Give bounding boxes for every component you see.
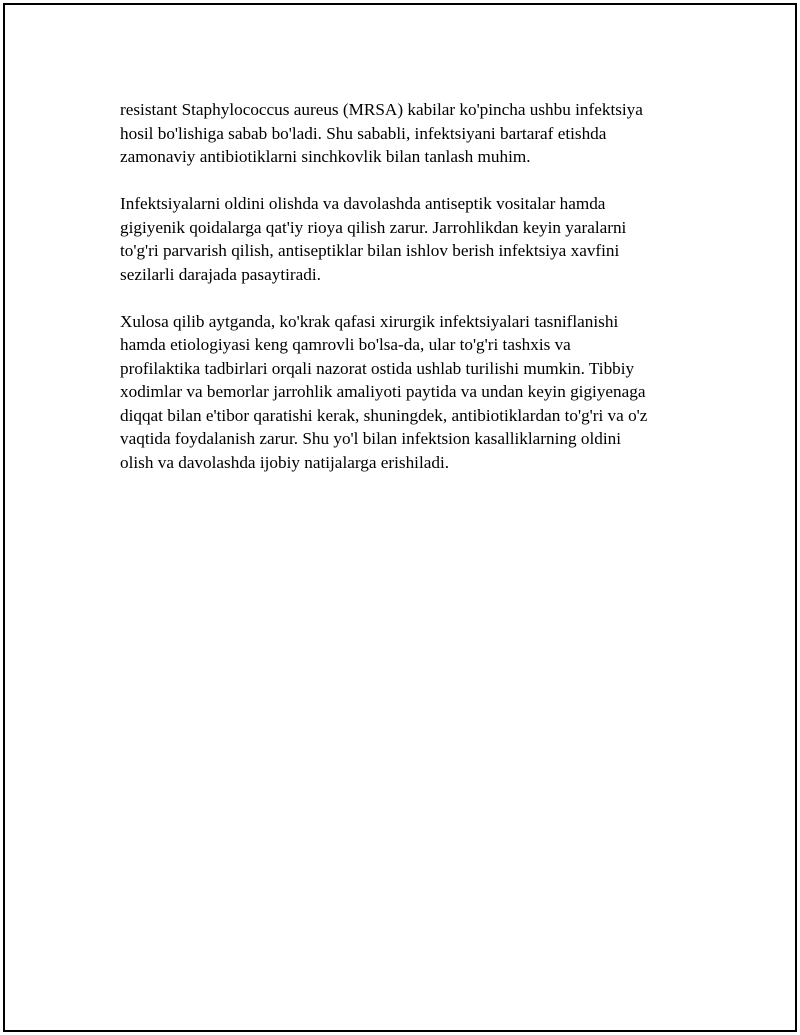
text-line: Infektsiyalarni oldini olishda va davolashda antiseptik vositalar hamda [120,194,606,213]
document-page [3,3,797,1032]
text-line: zamonaviy antibiotiklarni sinchkovlik bilan tanlash muhim. [120,147,531,166]
text-line: hosil bo'lishiga sabab bo'ladi. Shu sababli, infektsiyani bartaraf etishda [120,123,607,143]
text-line: hamda etiologiyasi keng qamrovli bo'lsa-da, ular to'g'ri tashxis va [120,335,571,354]
text-line: vaqtida foydalanish zarur. Shu yo'l bilan infektsion kasalliklarning oldini [120,429,621,448]
paragraph-2 [120,192,705,286]
text-line: profilaktika tadbirlari orqali nazorat ostida ushlab turilishi mumkin. Tibbiy [120,358,635,378]
text-line: gigiyenik qoidalarga qat'iy rioya qilish zarur. Jarrohlikdan keyin yaralarni [120,217,627,237]
text-line: Xulosa qilib aytganda, ko'krak qafasi xirurgik infektsiyalari tasniflanishi [120,311,619,331]
text-line: to'g'ri parvarish qilish, antiseptiklar bilan ishlov berish infektsiya xavfini [120,241,620,260]
paragraph-3 [120,310,705,475]
text-line: xodimlar va bemorlar jarrohlik amaliyoti paytida va undan keyin gigiyenaga [120,382,646,401]
text-line: olish va davolashda ijobiy natijalarga erishiladi. [120,452,450,472]
paragraph-1 [120,98,705,169]
text-line: sezilarli darajada pasaytiradi. [120,264,321,284]
text-line: diqqat bilan e'tibor qaratishi kerak, shuningdek, antibiotiklardan to'g'ri va o'z [120,405,648,425]
document-body [120,98,705,498]
text-line: resistant Staphylococcus aureus (MRSA) kabilar ko'pincha ushbu infektsiya [120,100,643,119]
